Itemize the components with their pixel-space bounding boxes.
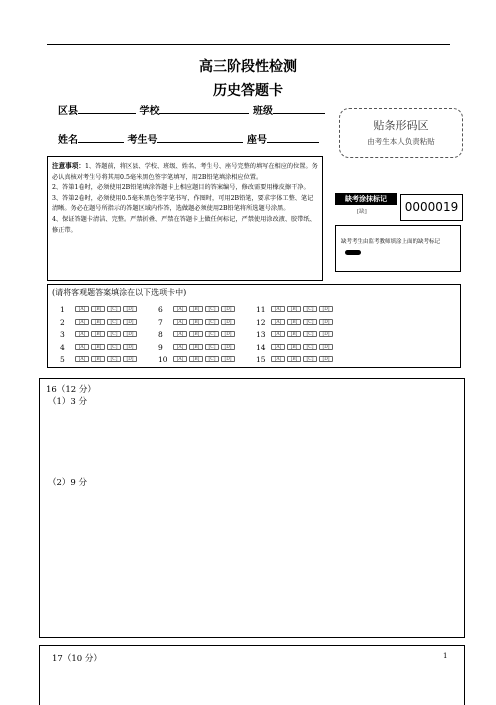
- answer-bubble[interactable]: [D]: [221, 356, 235, 362]
- answer-bubble[interactable]: [C]: [107, 344, 121, 350]
- question-number: 3: [60, 330, 65, 339]
- absent-mark-header: 缺考涂抹标记: [335, 193, 397, 205]
- filled-bubble-sample: [345, 250, 361, 255]
- answer-bubble[interactable]: [C]: [107, 306, 121, 312]
- answer-bubble[interactable]: [A]: [271, 356, 285, 362]
- question-number: 2: [60, 317, 65, 327]
- answer-options-row: [75, 319, 139, 325]
- sheet-subtitle: 历史答题卡: [213, 83, 283, 99]
- answer-bubble[interactable]: [A]: [173, 356, 187, 362]
- answer-bubble[interactable]: [C]: [107, 356, 121, 362]
- top-rule: [47, 44, 450, 45]
- answer-bubble[interactable]: [D]: [123, 356, 137, 362]
- answer-bubble[interactable]: [A]: [173, 306, 187, 312]
- answer-bubble[interactable]: [A]: [173, 319, 187, 325]
- question-number: 15: [256, 355, 266, 364]
- answer-bubble[interactable]: [A]: [173, 331, 187, 337]
- answer-bubble[interactable]: [B]: [189, 331, 203, 337]
- answer-bubble[interactable]: [B]: [189, 356, 203, 362]
- answer-bubble[interactable]: [C]: [107, 319, 121, 325]
- instruction-3: 3、答第2卷时，必须使用0.5毫米黑色签字笔书写，作图时，可用2B铅笔，要求字体工整、笔记清晰。务必在题号所指示的答题区域内作答，选做题必须使用2B铅笔将所选题号涂黑。: [52, 194, 314, 213]
- absent-note-text: 缺考考生由监考教师填涂上面的缺考标记: [341, 239, 441, 245]
- instruction-1: 1、答题前，将区县、学校、班级、姓名、考生号、座号完整的填写在相应的位置。务必认真核对考生号将其用0.5毫米黑色签字笔填写，用2B铅笔填涂相应位置。: [52, 163, 318, 181]
- seat-no-label: 座号: [246, 135, 267, 146]
- answer-bubble[interactable]: [A]: [75, 344, 89, 350]
- question-number: 10: [158, 355, 168, 364]
- district-field[interactable]: [78, 104, 136, 114]
- answer-bubble[interactable]: [B]: [91, 331, 105, 337]
- answer-bubble[interactable]: [D]: [319, 344, 333, 350]
- page-number: 1: [443, 652, 448, 660]
- answer-bubble[interactable]: [B]: [189, 344, 203, 350]
- answer-bubble[interactable]: [D]: [319, 356, 333, 362]
- answer-options-row: [271, 331, 335, 337]
- question-number: 13: [256, 330, 266, 339]
- answer-bubble[interactable]: [B]: [287, 306, 301, 312]
- answer-options-row: [271, 356, 335, 362]
- answer-bubble[interactable]: [D]: [319, 306, 333, 312]
- answer-bubble[interactable]: [A]: [75, 356, 89, 362]
- exam-no-field[interactable]: [157, 133, 243, 143]
- district-label: 区县: [58, 106, 78, 117]
- question-17-box[interactable]: [39, 645, 465, 705]
- name-label: 姓名: [58, 135, 78, 146]
- instruction-4: 4、保证答题卡清洁、完整。严禁折叠、严禁在答题卡上做任何标记，严禁使用涂改液、胶带纸、修正带。: [52, 215, 316, 234]
- barcode-note: 由考生本人负责粘贴: [367, 137, 435, 146]
- answer-options-row: [173, 331, 237, 337]
- class-field[interactable]: [273, 104, 325, 114]
- school-field[interactable]: [159, 104, 249, 114]
- objective-answer-section: [47, 284, 461, 368]
- answer-bubble[interactable]: [B]: [287, 344, 301, 350]
- answer-bubble[interactable]: [D]: [123, 306, 137, 312]
- barcode-label: 贴条形码区: [373, 119, 429, 132]
- answer-bubble[interactable]: [A]: [75, 331, 89, 337]
- question-number: 1: [60, 305, 65, 314]
- q16-part2: （2）9 分: [48, 478, 88, 488]
- answer-bubble[interactable]: [A]: [173, 344, 187, 350]
- question-16-box[interactable]: [39, 378, 465, 638]
- answer-bubble[interactable]: [B]: [189, 306, 203, 312]
- exam-title: 高三阶段性检测: [199, 59, 297, 75]
- candidate-code: 0000019: [400, 194, 463, 221]
- question-number: 7: [158, 317, 163, 327]
- answer-options-row: [173, 356, 237, 362]
- answer-bubble[interactable]: [D]: [221, 306, 235, 312]
- info-row-2: [58, 131, 319, 146]
- answer-bubble[interactable]: [A]: [75, 319, 89, 325]
- answer-options-row: [271, 319, 335, 325]
- answer-bubble[interactable]: [B]: [91, 356, 105, 362]
- answer-bubble[interactable]: [A]: [271, 331, 285, 337]
- answer-bubble[interactable]: [D]: [319, 331, 333, 337]
- answer-bubble[interactable]: [B]: [287, 356, 301, 362]
- question-number: 4: [60, 342, 65, 352]
- school-label: 学校: [139, 106, 160, 117]
- answer-bubble[interactable]: [A]: [271, 306, 285, 312]
- answer-options-row: [173, 319, 237, 325]
- instructions-box: [47, 156, 323, 281]
- answer-bubble[interactable]: [C]: [303, 344, 317, 350]
- question-number: 5: [60, 355, 65, 364]
- answer-bubble[interactable]: [B]: [287, 319, 301, 325]
- answer-bubble[interactable]: [C]: [303, 306, 317, 312]
- info-row-1: [58, 102, 325, 117]
- answer-bubble[interactable]: [D]: [221, 319, 235, 325]
- answer-options-row: [75, 306, 139, 312]
- answer-bubble[interactable]: [A]: [271, 319, 285, 325]
- class-label: 班级: [252, 106, 273, 117]
- question-number: 8: [158, 330, 163, 339]
- answer-options-row: [173, 344, 237, 350]
- answer-bubble[interactable]: [B]: [91, 319, 105, 325]
- seat-no-field[interactable]: [267, 133, 319, 143]
- objective-heading: (请将客观题答案填涂在以下选项卡中): [52, 288, 187, 297]
- answer-bubble[interactable]: [B]: [91, 306, 105, 312]
- question-number: 14: [256, 342, 266, 352]
- answer-options-row: [75, 356, 139, 362]
- answer-options-row: [173, 306, 237, 312]
- answer-bubble[interactable]: [C]: [205, 319, 219, 325]
- q16-part1: （1）3 分: [48, 397, 88, 407]
- answer-options-row: [271, 344, 335, 350]
- answer-bubble[interactable]: [C]: [107, 331, 121, 337]
- answer-bubble[interactable]: [D]: [221, 344, 235, 350]
- answer-bubble[interactable]: [C]: [303, 356, 317, 362]
- barcode-area: [339, 108, 463, 158]
- answer-options-row: [75, 331, 139, 337]
- answer-bubble[interactable]: [D]: [221, 331, 235, 337]
- answer-bubble[interactable]: [D]: [123, 319, 137, 325]
- q16-title: 16（12 分）: [46, 385, 96, 395]
- answer-bubble[interactable]: [C]: [205, 344, 219, 350]
- name-field[interactable]: [78, 133, 124, 143]
- answer-bubble[interactable]: [B]: [189, 319, 203, 325]
- answer-bubble[interactable]: [C]: [303, 319, 317, 325]
- absent-note-box: [335, 225, 461, 272]
- answer-options-row: [75, 344, 139, 350]
- answer-bubble[interactable]: [B]: [91, 344, 105, 350]
- exam-no-label: 考生号: [127, 135, 158, 146]
- question-number: 11: [256, 305, 266, 314]
- answer-bubble[interactable]: [B]: [287, 331, 301, 337]
- question-number: 12: [256, 317, 266, 327]
- answer-bubble[interactable]: [C]: [205, 356, 219, 362]
- answer-bubble[interactable]: [D]: [319, 319, 333, 325]
- question-number: 9: [158, 342, 163, 352]
- answer-bubble[interactable]: [C]: [205, 331, 219, 337]
- answer-bubble[interactable]: [A]: [75, 306, 89, 312]
- instructions-heading: 注意事项：: [52, 162, 85, 170]
- answer-bubble[interactable]: [D]: [123, 331, 137, 337]
- instruction-2: 2、答第1卷时，必须使用2B铅笔填涂答题卡上相应题目的答案编号，修改需要用橡皮擦干净。: [52, 184, 310, 192]
- answer-bubble[interactable]: [D]: [123, 344, 137, 350]
- answer-options-row: [271, 306, 335, 312]
- question-number: 6: [158, 305, 163, 314]
- answer-bubble[interactable]: [C]: [303, 331, 317, 337]
- q17-title: 17（10 分）: [52, 654, 102, 664]
- answer-bubble[interactable]: [A]: [271, 344, 285, 350]
- absent-mark-bubble[interactable]: [缺]: [357, 209, 367, 215]
- answer-bubble[interactable]: [C]: [205, 306, 219, 312]
